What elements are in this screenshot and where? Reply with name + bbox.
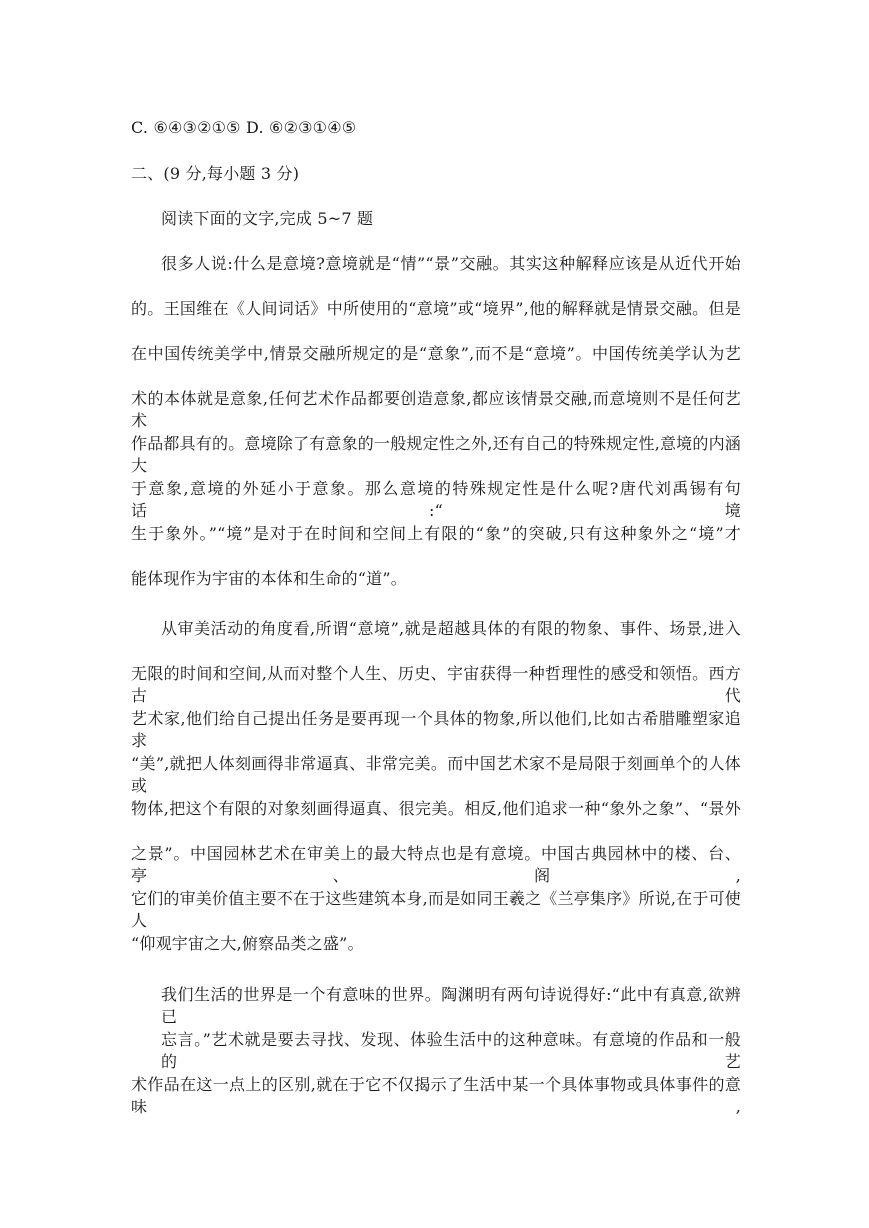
paragraph-2-line: 无限的时间和空间,从而对整个人生、历史、宇宙获得一种哲理性的感受和领悟。西方古代 — [131, 664, 741, 705]
paragraph-1-line: 的。王国维在《人间词话》中所使用的“意境”或“境界”,他的解释就是情景交融。但是 — [131, 299, 741, 318]
reading-instruction: 阅读下面的文字,完成 5~7 题 — [161, 209, 374, 228]
paragraph-3-line: 我们生活的世界是一个有意味的世界。陶渊明有两句诗说得好:“此中有真意,欲辨已 — [161, 985, 741, 1026]
paragraph-1-line: 在中国传统美学中,情景交融所规定的是“意象”,而不是“意境”。中国传统美学认为艺 — [131, 344, 741, 363]
paragraph-2-line: “美”,就把人体刻画得非常逼真、非常完美。而中国艺术家不是局限于刻画单个的人体或 — [131, 754, 741, 795]
paragraph-2-line: 物体,把这个有限的对象刻画得逼真、很完美。相反,他们追求一种“象外之象”、“景外 — [131, 799, 741, 818]
paragraph-1-line: 于意象,意境的外延小于意象。那么意境的特殊规定性是什么呢?唐代刘禹锡有句话:“境 — [131, 479, 741, 520]
paragraph-2-line: “仰观宇宙之大,俯察品类之盛”。 — [131, 934, 364, 953]
paragraph-2-line: 从审美活动的角度看,所谓“意境”,就是超越具体的有限的物象、事件、场景,进入 — [161, 619, 741, 638]
paragraph-2-line: 它们的审美价值主要不在于这些建筑本身,而是如同王羲之《兰亭集序》所说,在于可使人 — [131, 889, 741, 930]
section-header: 二、(9 分,每小题 3 分) — [131, 164, 300, 183]
paragraph-1-line: 作品都具有的。意境除了有意象的一般规定性之外,还有自己的特殊规定性,意境的内涵大 — [131, 434, 741, 475]
paragraph-1-line: 能体现作为宇宙的本体和生命的“道”。 — [131, 569, 407, 588]
paragraph-3-line: 术作品在这一点上的区别,就在于它不仅揭示了生活中某一个具体事物或具体事件的意味, — [131, 1075, 741, 1116]
answer-options: C. ⑥④③②①⑤ D. ⑥②③①④⑤ — [131, 118, 357, 137]
paragraph-1-line: 生于象外。”“境”是对于在时间和空间上有限的“象”的突破,只有这种象外之“境”才 — [131, 524, 741, 543]
paragraph-2-line: 之景”。中国园林艺术在审美上的最大特点也是有意境。中国古典园林中的楼、台、亭、阁, — [131, 844, 741, 885]
paragraph-1-line: 术的本体就是意象,任何艺术作品都要创造意象,都应该情景交融,而意境则不是任何艺术 — [131, 389, 741, 430]
paragraph-3-line: 忘言。”艺术就是要去寻找、发现、体验生活中的这种意味。有意境的作品和一般的艺 — [161, 1030, 741, 1071]
paragraph-2-line: 艺术家,他们给自己提出任务是要再现一个具体的物象,所以他们,比如古希腊雕塑家追求 — [131, 709, 741, 750]
paragraph-1-line: 很多人说:什么是意境?意境就是“情”“景”交融。其实这种解释应该是从近代开始 — [161, 254, 741, 273]
